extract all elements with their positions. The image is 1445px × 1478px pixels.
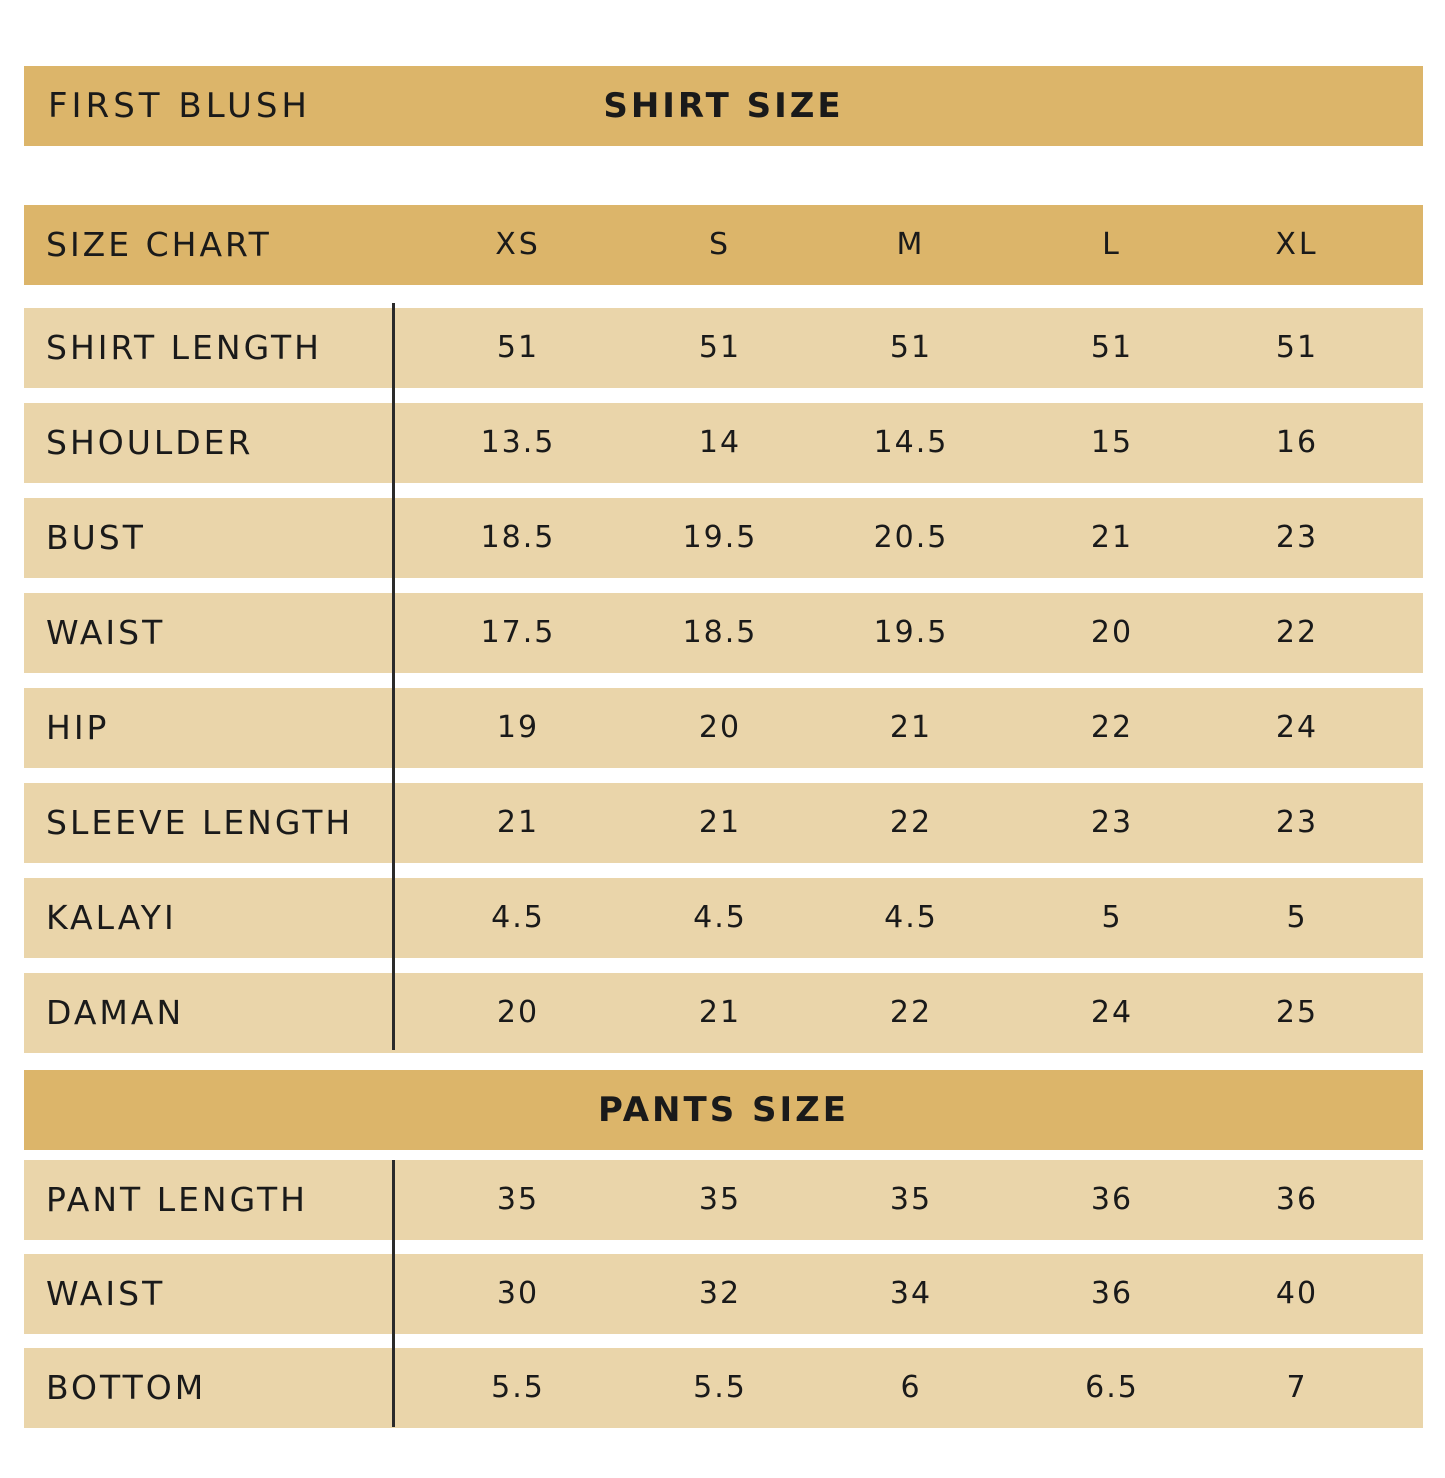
row-label: HIP bbox=[46, 708, 110, 747]
table-cell: 21 bbox=[496, 805, 540, 840]
table-row bbox=[24, 783, 1423, 863]
table-cell: 22 bbox=[1090, 710, 1134, 745]
table-cell: 36 bbox=[1275, 1182, 1319, 1217]
size-header-m: M bbox=[896, 227, 926, 262]
row-label: KALAYI bbox=[46, 898, 177, 937]
table-cell: 5.5 bbox=[491, 1370, 545, 1405]
table-cell: 23 bbox=[1275, 520, 1319, 555]
row-label: SHOULDER bbox=[46, 423, 254, 462]
table-cell: 32 bbox=[698, 1276, 742, 1311]
table-cell: 51 bbox=[698, 330, 742, 365]
table-cell: 6 bbox=[900, 1370, 922, 1405]
table-cell: 20 bbox=[1090, 615, 1134, 650]
pants-size-title: PANTS SIZE bbox=[597, 1090, 850, 1130]
table-cell: 14 bbox=[698, 425, 742, 460]
table-cell: 5 bbox=[1286, 900, 1308, 935]
size-header-xl: XL bbox=[1275, 227, 1319, 262]
table-cell: 19.5 bbox=[873, 615, 949, 650]
table-row bbox=[24, 878, 1423, 958]
table-cell: 51 bbox=[889, 330, 933, 365]
table-row bbox=[24, 593, 1423, 673]
table-cell: 23 bbox=[1090, 805, 1134, 840]
table-cell: 24 bbox=[1275, 710, 1319, 745]
table-cell: 4.5 bbox=[491, 900, 545, 935]
title-band bbox=[24, 66, 1423, 146]
table-cell: 20 bbox=[698, 710, 742, 745]
table-cell: 21 bbox=[889, 710, 933, 745]
row-label: BUST bbox=[46, 518, 146, 557]
table-cell: 25 bbox=[1275, 995, 1319, 1030]
table-cell: 51 bbox=[1275, 330, 1319, 365]
table-cell: 51 bbox=[1090, 330, 1134, 365]
table-cell: 35 bbox=[698, 1182, 742, 1217]
table-cell: 7 bbox=[1286, 1370, 1308, 1405]
table-cell: 36 bbox=[1090, 1276, 1134, 1311]
table-cell: 18.5 bbox=[480, 520, 556, 555]
shirt-size-title: SHIRT SIZE bbox=[603, 86, 844, 126]
row-label: SHIRT LENGTH bbox=[46, 328, 322, 367]
table-cell: 6.5 bbox=[1085, 1370, 1139, 1405]
row-label: WAIST bbox=[46, 1274, 166, 1313]
table-row bbox=[24, 973, 1423, 1053]
table-cell: 30 bbox=[496, 1276, 540, 1311]
table-cell: 4.5 bbox=[693, 900, 747, 935]
size-header-band bbox=[24, 205, 1423, 285]
brand-name: FIRST BLUSH bbox=[48, 86, 311, 126]
table-cell: 15 bbox=[1090, 425, 1134, 460]
table-cell: 20 bbox=[496, 995, 540, 1030]
table-cell: 36 bbox=[1090, 1182, 1134, 1217]
table-row bbox=[24, 498, 1423, 578]
table-cell: 51 bbox=[496, 330, 540, 365]
table-cell: 24 bbox=[1090, 995, 1134, 1030]
table-cell: 22 bbox=[1275, 615, 1319, 650]
table-cell: 40 bbox=[1275, 1276, 1319, 1311]
table-cell: 5 bbox=[1101, 900, 1123, 935]
table-row bbox=[24, 688, 1423, 768]
table-cell: 14.5 bbox=[873, 425, 949, 460]
shirt-table-divider bbox=[392, 303, 395, 1050]
row-label: BOTTOM bbox=[46, 1368, 207, 1407]
table-cell: 13.5 bbox=[480, 425, 556, 460]
table-cell: 19.5 bbox=[682, 520, 758, 555]
table-cell: 4.5 bbox=[884, 900, 938, 935]
size-header-xs: XS bbox=[495, 227, 541, 262]
size-header-l: L bbox=[1102, 227, 1122, 262]
table-cell: 21 bbox=[698, 805, 742, 840]
table-cell: 19 bbox=[496, 710, 540, 745]
table-cell: 23 bbox=[1275, 805, 1319, 840]
table-row bbox=[24, 1254, 1423, 1334]
table-row bbox=[24, 1160, 1423, 1240]
table-cell: 34 bbox=[889, 1276, 933, 1311]
row-label: DAMAN bbox=[46, 993, 185, 1032]
row-label: PANT LENGTH bbox=[46, 1180, 308, 1219]
table-cell: 22 bbox=[889, 995, 933, 1030]
pants-table-divider bbox=[392, 1160, 395, 1427]
table-row bbox=[24, 308, 1423, 388]
table-cell: 35 bbox=[496, 1182, 540, 1217]
size-chart-label: SIZE CHART bbox=[46, 225, 272, 264]
table-row bbox=[24, 1348, 1423, 1428]
table-cell: 20.5 bbox=[873, 520, 949, 555]
table-cell: 16 bbox=[1275, 425, 1319, 460]
table-cell: 18.5 bbox=[682, 615, 758, 650]
table-cell: 21 bbox=[1090, 520, 1134, 555]
row-label: WAIST bbox=[46, 613, 166, 652]
table-row bbox=[24, 403, 1423, 483]
table-cell: 22 bbox=[889, 805, 933, 840]
row-label: SLEEVE LENGTH bbox=[46, 803, 354, 842]
table-cell: 21 bbox=[698, 995, 742, 1030]
pants-title-band bbox=[24, 1070, 1423, 1150]
table-cell: 5.5 bbox=[693, 1370, 747, 1405]
table-cell: 35 bbox=[889, 1182, 933, 1217]
table-cell: 17.5 bbox=[480, 615, 556, 650]
size-header-s: S bbox=[708, 227, 732, 262]
